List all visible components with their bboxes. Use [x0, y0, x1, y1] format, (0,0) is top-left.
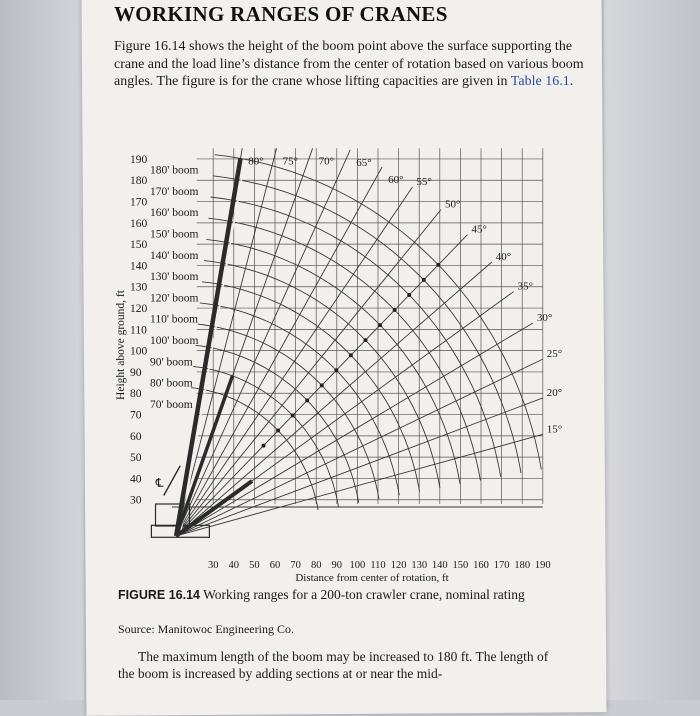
ray-marker [422, 278, 426, 282]
x-tick-label: 60 [269, 560, 281, 571]
angle-ray [176, 398, 543, 536]
ray-marker [305, 398, 309, 402]
x-tick-label: 100 [349, 560, 366, 571]
table-link[interactable]: Table 16.1 [510, 74, 570, 89]
ray-marker [407, 293, 411, 297]
x-tick-label: 90 [331, 560, 343, 571]
boom-arc [196, 345, 359, 502]
y-tick-label: 30 [130, 494, 142, 507]
angle-label: 80° [248, 155, 264, 168]
x-tick-label: 190 [534, 560, 551, 571]
angle-label: 65° [356, 156, 372, 169]
figure-caption [118, 587, 558, 603]
angle-label: 40° [495, 251, 512, 264]
boom-label: 130' boom [150, 271, 199, 284]
boom-arc [206, 239, 460, 484]
x-tick-label: 40 [228, 560, 240, 571]
y-tick-label: 120 [130, 303, 148, 316]
y-tick-label: 170 [130, 196, 148, 209]
boom-label: 80' boom [150, 377, 193, 390]
x-tick-label: 180 [514, 560, 531, 571]
y-axis-label: Height above ground, ft [115, 290, 127, 400]
angle-label: 50° [444, 198, 461, 211]
boom-label: 120' boom [150, 292, 199, 305]
angle-label: 25° [546, 348, 563, 361]
boom-arc [200, 303, 399, 495]
ray-marker [378, 323, 382, 327]
figure-source: Source: Manitowoc Engineering Co. [118, 622, 294, 636]
boom-label: 70' boom [150, 398, 193, 411]
y-tick-label: 150 [130, 239, 148, 252]
ray-marker [262, 444, 266, 448]
y-tick-label: 130 [130, 281, 148, 294]
section-heading: WORKING RANGES OF CRANES [114, 2, 448, 26]
angle-label: 15° [546, 423, 563, 436]
angle-label: 45° [471, 223, 487, 236]
y-tick-label: 40 [130, 473, 142, 486]
x-axis-label: Distance from center of rotation, ft [295, 572, 449, 584]
ray-marker [363, 338, 367, 342]
boom-arc [213, 176, 521, 473]
y-tick-label: 160 [130, 217, 148, 230]
x-tick-label: 30 [207, 560, 219, 571]
boom-label: 90' boom [150, 356, 193, 369]
crane-mast [164, 466, 180, 496]
angle-label: 30° [536, 311, 553, 324]
boom-label: 150' boom [150, 228, 199, 241]
x-tick-label: 160 [473, 560, 489, 571]
y-tick-label: 80 [130, 388, 142, 401]
x-tick-label: 170 [493, 560, 510, 571]
x-tick-label: 130 [411, 560, 428, 571]
angle-label: 20° [546, 386, 563, 399]
boom-label: 110' boom [150, 313, 198, 326]
angle-ray [176, 434, 543, 536]
y-tick-label: 100 [130, 345, 148, 358]
x-tick-label: 50 [249, 560, 260, 571]
caption-text: Working ranges for a 200-ton crawler crane, nominal rating [199, 587, 525, 602]
x-tick-label: 70 [290, 560, 301, 571]
ray-marker [276, 429, 280, 433]
ray-marker [320, 383, 324, 387]
ray-marker [436, 263, 440, 267]
x-tick-label: 120 [390, 560, 407, 571]
boom-label: 100' boom [150, 334, 199, 347]
centerline-label: ℄ [155, 475, 164, 490]
boom-label: 140' boom [150, 249, 199, 262]
x-tick-label: 140 [431, 560, 448, 571]
boom-arc [193, 367, 338, 507]
angle-ray [176, 359, 543, 536]
y-tick-label: 50 [130, 452, 142, 465]
x-tick-label: 110 [370, 560, 386, 571]
angle-label: 35° [517, 280, 534, 293]
y-tick-label: 90 [130, 366, 142, 379]
y-tick-label: 60 [130, 430, 142, 443]
y-tick-label: 140 [130, 260, 148, 273]
intro-text: Figure 16.14 shows the height of the boom point above the surface supporting the crane and the load line’s distance from the center of rotation based on various boom angles. The figure is for the crane whose lifting capacities are given in [114, 39, 584, 89]
y-tick-label: 180 [130, 175, 148, 188]
angle-label: 55° [416, 175, 432, 188]
boom-arc [204, 261, 440, 488]
angle-label: 60° [388, 174, 404, 187]
body-paragraph: The maximum length of the boom may be increased to 180 ft. The length of the boom is increased by adding sections at or near the mid- [118, 649, 549, 681]
ray-marker [349, 353, 353, 357]
figure-label: FIGURE 16.14 [118, 588, 200, 602]
y-tick-label: 70 [130, 409, 142, 422]
boom-label: 170' boom [150, 185, 199, 198]
y-tick-label: 110 [130, 324, 147, 337]
ray-marker [291, 413, 295, 417]
angle-label: 70° [318, 155, 334, 168]
ray-marker [334, 368, 338, 372]
ray-marker [393, 308, 397, 312]
y-tick-label: 190 [130, 153, 148, 166]
boom-arc [202, 282, 420, 492]
boom-label: 180' boom [150, 164, 199, 177]
boom-label: 160' boom [150, 207, 199, 220]
x-tick-label: 80 [310, 560, 322, 571]
intro-end: . [569, 74, 574, 89]
x-tick-label: 150 [452, 560, 469, 571]
angle-ray [176, 323, 533, 536]
angle-label: 75° [282, 155, 298, 168]
